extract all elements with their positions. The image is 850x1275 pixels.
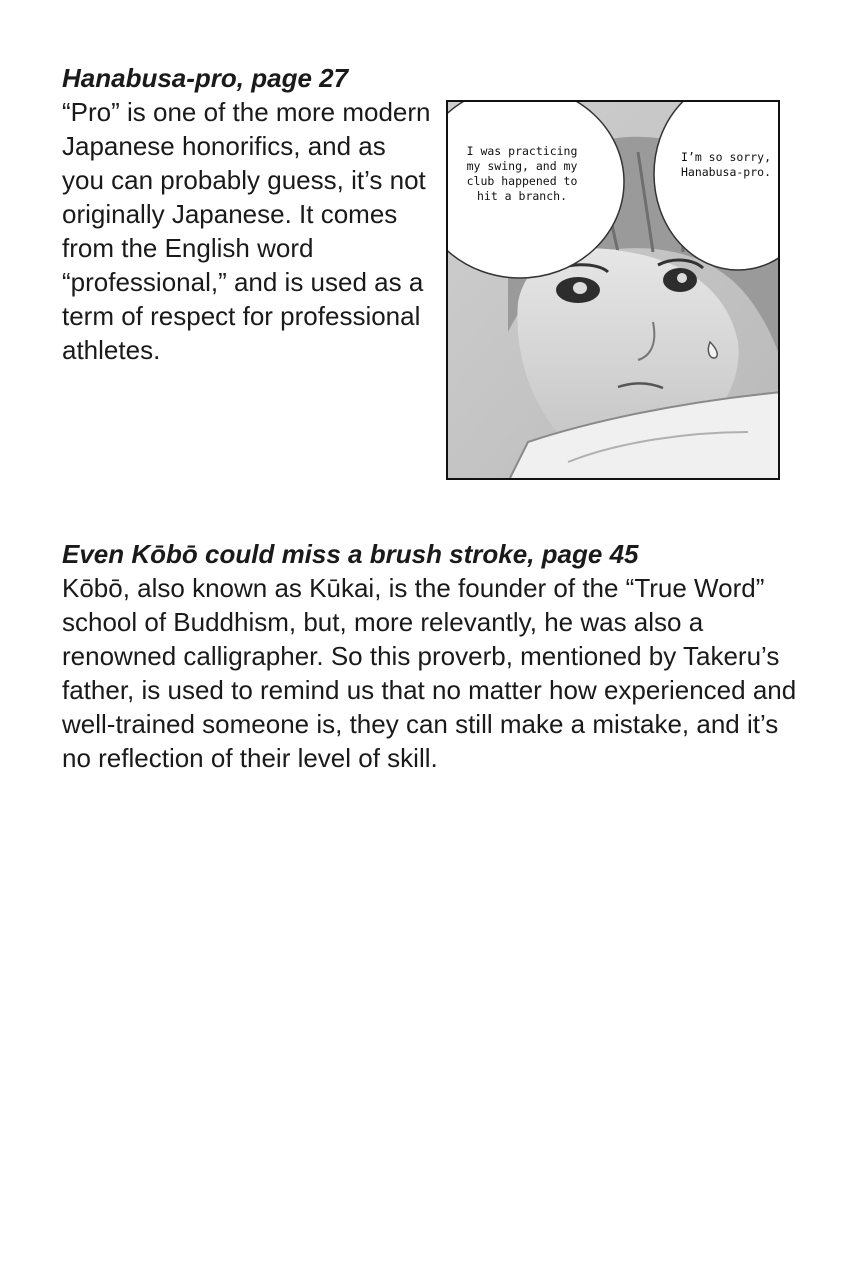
- speech-bubble-right-text: I’m so sorry, Hanabusa-pro.: [680, 150, 771, 179]
- note-heading-kobo: Even Kōbō could miss a brush stroke, page 45: [62, 539, 639, 569]
- note-heading-hanabusa-pro: Hanabusa-pro, page 27: [62, 63, 349, 93]
- note-body-kobo: Kōbō, also known as Kūkai, is the founder of the “True Word” school of Buddhism, but, more relevantly, he was also a renowned calligrapher. So this proverb, mentioned by Takeru’s father, is used to remind us that no matter how experienced and well-trained someone is, they can still make a mistake, and it’s no reflection of their level of skill.: [62, 573, 797, 773]
- speech-bubble-left-text: I was practicing my swing, and my club happened to hit a branch.: [466, 144, 578, 203]
- manga-panel: [446, 100, 780, 480]
- note-body-hanabusa-pro: “Pro” is one of the more modern Japanese honorifics, and as you can probably guess, it’s not originally Japanese. It comes from the English word “professional,” and is used as a term of respect for professional athletes.: [62, 97, 431, 365]
